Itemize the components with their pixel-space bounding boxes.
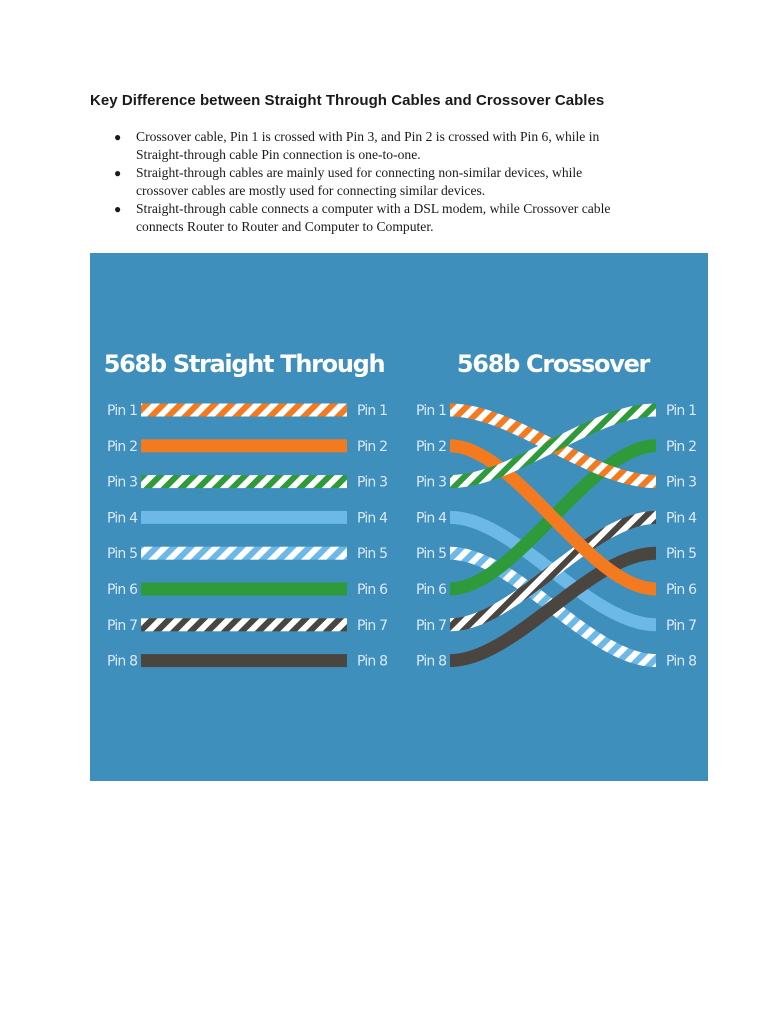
- straight-right-pin-label: Pin 5: [357, 546, 388, 563]
- crossover-right-pin-label: Pin 1: [666, 403, 697, 419]
- crossover-left-pin-label: Pin 1: [416, 403, 447, 419]
- straight-wire-pin-2: [141, 439, 347, 452]
- straight-left-pin-label: Pin 7: [107, 617, 138, 634]
- straight-right-pin-label: Pin 6: [357, 582, 388, 598]
- straight-left-pin-label: Pin 2: [107, 438, 138, 455]
- bullet-icon: ●: [114, 202, 122, 216]
- straight-wire-pin-5: [141, 547, 347, 560]
- list-item-line: connects Router to Router and Computer to Computer.: [136, 219, 434, 234]
- straight-through-title: 568b Straight Through: [103, 350, 385, 378]
- list-item-line: Straight-through cables are mainly used for connecting non-similar devices, while: [136, 165, 583, 180]
- bullet-icon: ●: [114, 166, 122, 180]
- bullet-icon: ●: [114, 130, 122, 144]
- list-item-line: Straight-through cable Pin connection is one-to-one.: [136, 147, 421, 162]
- straight-left-pin-label: Pin 1: [107, 403, 138, 419]
- crossover-left-pin-label: Pin 5: [416, 546, 447, 563]
- crossover-right-pin-label: Pin 5: [666, 546, 697, 563]
- straight-wire-pin-3: [141, 475, 347, 488]
- straight-left-pin-label: Pin 6: [107, 582, 138, 598]
- straight-wire-pin-4: [141, 511, 347, 524]
- crossover-left-pin-label: Pin 7: [416, 617, 447, 634]
- crossover-title: 568b Crossover: [456, 350, 650, 378]
- crossover-right-pin-label: Pin 7: [666, 617, 697, 634]
- straight-right-pin-label: Pin 8: [357, 653, 388, 670]
- difference-list: [112, 128, 672, 236]
- straight-left-pin-label: Pin 3: [107, 474, 138, 491]
- crossover-left-pin-label: Pin 4: [416, 510, 447, 527]
- list-item-line: Straight-through cable connects a computer with a DSL modem, while Crossover cable: [136, 201, 611, 216]
- crossover-right-pin-label: Pin 3: [666, 474, 697, 491]
- list-item-line: Crossover cable, Pin 1 is crossed with Pin 3, and Pin 2 is crossed with Pin 6, while in: [136, 129, 600, 144]
- straight-right-pin-label: Pin 3: [357, 474, 388, 491]
- straight-right-pin-label: Pin 1: [357, 403, 388, 419]
- list-item: [112, 164, 672, 200]
- straight-wire-pin-7: [141, 618, 347, 631]
- list-item-line: crossover cables are mostly used for connecting similar devices.: [136, 183, 486, 198]
- crossover-right-pin-label: Pin 2: [666, 438, 697, 455]
- straight-left-pin-label: Pin 8: [107, 653, 138, 670]
- list-item: [112, 128, 672, 164]
- crossover-right-pin-label: Pin 6: [666, 582, 697, 598]
- page-heading: Key Difference between Straight Through Cables and Crossover Cables: [90, 92, 605, 109]
- straight-wire-pin-1: [141, 404, 347, 417]
- list-item: [112, 200, 672, 236]
- crossover-left-pin-label: Pin 8: [416, 653, 447, 670]
- crossover-right-pin-label: Pin 8: [666, 653, 697, 670]
- straight-right-pin-label: Pin 2: [357, 438, 388, 455]
- straight-right-pin-label: Pin 4: [357, 510, 388, 527]
- crossover-right-pin-label: Pin 4: [666, 510, 697, 527]
- straight-right-pin-label: Pin 7: [357, 617, 388, 634]
- crossover-left-pin-label: Pin 3: [416, 474, 447, 491]
- wiring-diagram: [90, 253, 708, 781]
- straight-wire-pin-6: [141, 583, 347, 596]
- crossover-left-pin-label: Pin 2: [416, 438, 447, 455]
- straight-wire-pin-8: [141, 654, 347, 667]
- straight-left-pin-label: Pin 4: [107, 510, 138, 527]
- straight-left-pin-label: Pin 5: [107, 546, 138, 563]
- crossover-left-pin-label: Pin 6: [416, 582, 447, 598]
